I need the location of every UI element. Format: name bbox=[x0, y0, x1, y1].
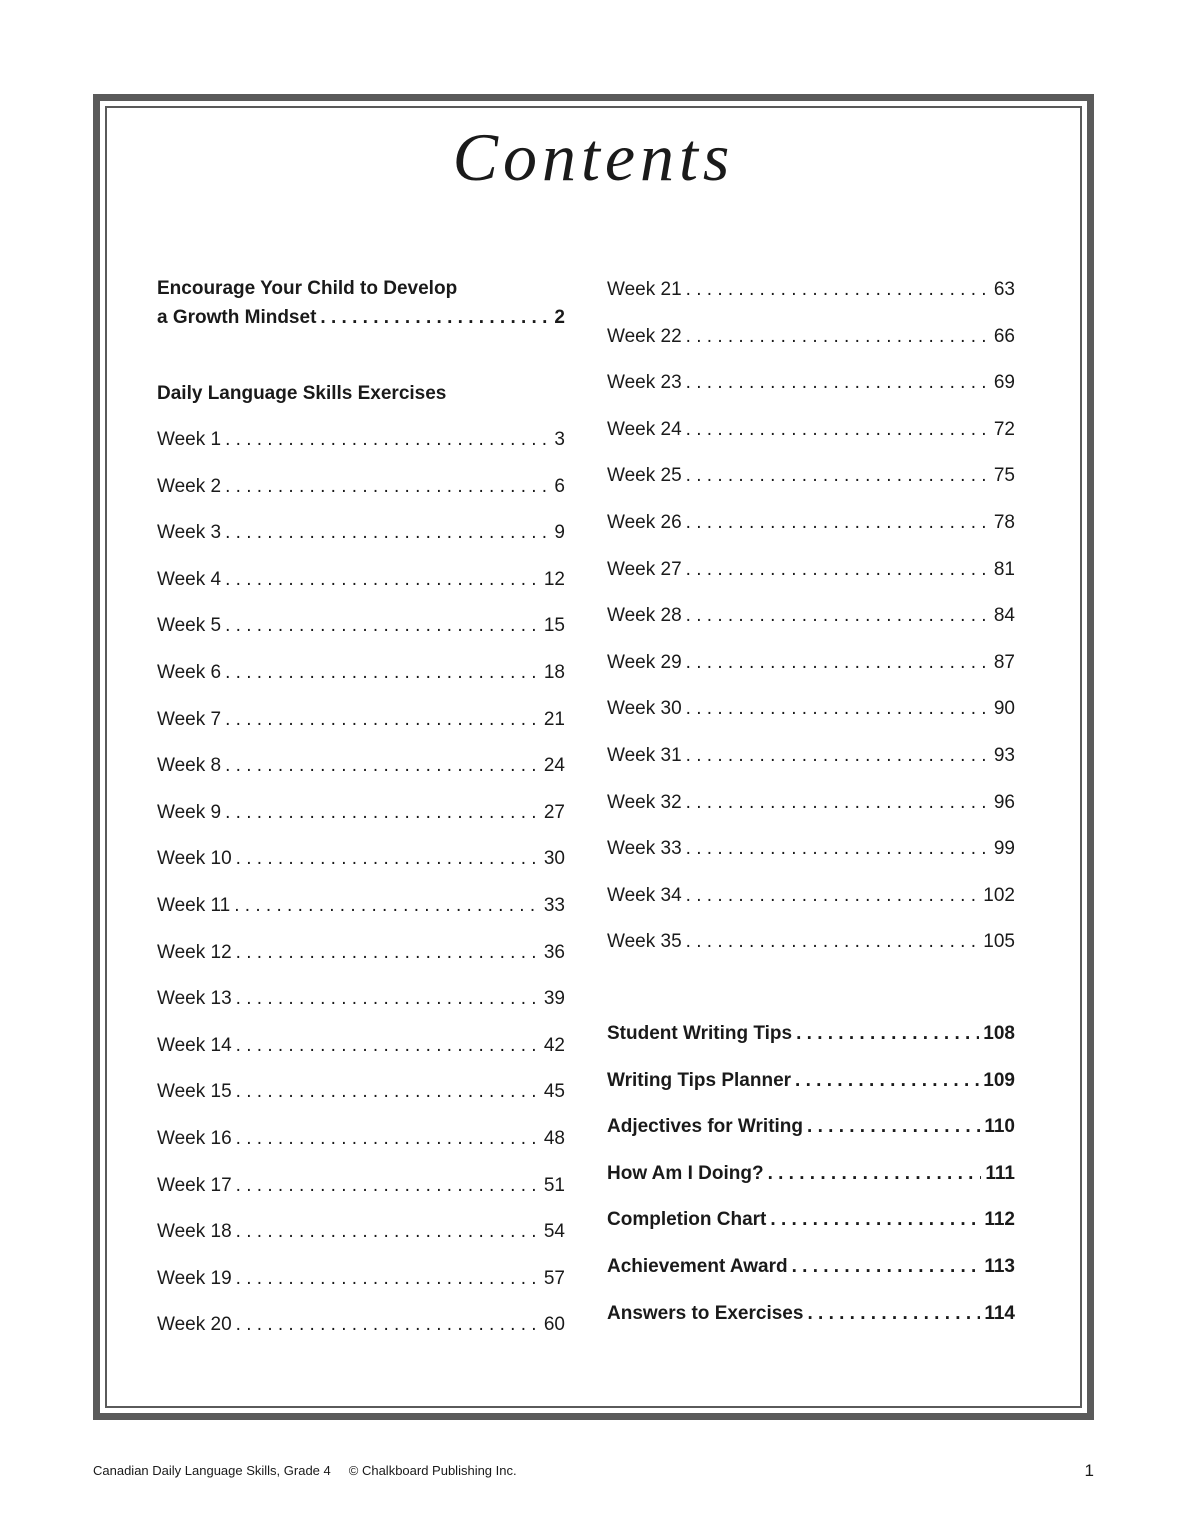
toc-entry-page: 60 bbox=[543, 1314, 565, 1336]
leader-dots bbox=[686, 464, 990, 488]
toc-entry-label: Week 6 bbox=[157, 662, 222, 683]
toc-entry[interactable] bbox=[607, 1162, 1015, 1186]
leader-dots bbox=[807, 1115, 980, 1139]
toc-entry-label: Week 3 bbox=[157, 522, 222, 544]
toc-entry-growth-mindset[interactable] bbox=[157, 306, 565, 330]
toc-entry[interactable] bbox=[157, 1220, 565, 1244]
leader-dots bbox=[686, 744, 990, 768]
toc-entry-page: 3 bbox=[554, 429, 565, 450]
toc-entry-page: 48 bbox=[543, 1128, 565, 1149]
leader-dots bbox=[686, 697, 990, 721]
toc-entry-page: 45 bbox=[543, 1081, 565, 1103]
leader-dots bbox=[236, 847, 540, 871]
leader-dots bbox=[225, 428, 550, 452]
toc-entry[interactable] bbox=[157, 1034, 565, 1058]
leader-dots bbox=[686, 884, 980, 908]
leader-dots bbox=[236, 1127, 540, 1151]
toc-entry-label: Answers to Exercises bbox=[607, 1302, 804, 1324]
toc-entry-label: Week 27 bbox=[607, 558, 682, 580]
toc-entry-page: 33 bbox=[543, 895, 565, 916]
leader-dots bbox=[807, 1302, 980, 1326]
toc-entry-label: Student Writing Tips bbox=[607, 1023, 793, 1044]
leader-dots bbox=[770, 1208, 980, 1232]
leader-dots bbox=[236, 1174, 540, 1198]
toc-entry-label: Week 20 bbox=[157, 1314, 232, 1336]
toc-entry-label: Week 29 bbox=[607, 651, 682, 673]
toc-entry[interactable] bbox=[157, 1174, 565, 1198]
leader-dots bbox=[686, 604, 990, 628]
toc-entry-page: 12 bbox=[543, 568, 565, 590]
leader-dots bbox=[686, 791, 990, 815]
leader-dots bbox=[686, 558, 990, 582]
leader-dots bbox=[686, 278, 990, 302]
toc-entry[interactable] bbox=[607, 604, 1015, 628]
toc-entry[interactable] bbox=[607, 278, 1015, 302]
page-title: Contents bbox=[452, 119, 735, 195]
toc-entry-page: 15 bbox=[543, 615, 565, 637]
toc-entry-page: 6 bbox=[554, 475, 565, 497]
toc-entry[interactable] bbox=[607, 1069, 1015, 1093]
toc-entry-page: 9 bbox=[554, 522, 565, 544]
leader-dots bbox=[236, 987, 540, 1011]
leader-dots bbox=[225, 801, 540, 825]
toc-entry[interactable] bbox=[607, 418, 1015, 442]
toc-entry-page: 78 bbox=[993, 512, 1015, 533]
leader-dots bbox=[236, 1313, 540, 1337]
toc-entry[interactable] bbox=[607, 511, 1015, 535]
toc-entry-label: Week 18 bbox=[157, 1221, 232, 1243]
toc-entry-page: 72 bbox=[993, 418, 1015, 440]
toc-entry-label: Week 33 bbox=[607, 838, 682, 860]
leader-dots bbox=[236, 1034, 540, 1058]
toc-entry-label: Week 8 bbox=[157, 755, 222, 777]
toc-entry-label: Completion Chart bbox=[607, 1209, 767, 1231]
toc-entry-page: 36 bbox=[543, 941, 565, 963]
leader-dots bbox=[236, 1080, 540, 1104]
toc-entry[interactable] bbox=[157, 801, 565, 825]
toc-entry-page: 110 bbox=[984, 1116, 1015, 1138]
footer-credits bbox=[93, 1463, 517, 1478]
toc-entry[interactable] bbox=[607, 930, 1015, 954]
leader-dots bbox=[225, 754, 540, 778]
leader-dots bbox=[686, 325, 990, 349]
toc-entry-label: Week 19 bbox=[157, 1267, 232, 1289]
toc-entry-label: Week 25 bbox=[607, 465, 682, 487]
toc-entry-label: Week 13 bbox=[157, 988, 232, 1010]
toc-entry[interactable] bbox=[157, 847, 565, 871]
toc-entry-page: 108 bbox=[983, 1023, 1015, 1044]
toc-entry-label: Week 5 bbox=[157, 615, 222, 637]
leader-dots bbox=[225, 661, 540, 685]
toc-entry-label: Week 22 bbox=[607, 325, 682, 347]
toc-entry-label: Week 24 bbox=[607, 418, 682, 440]
toc-entry[interactable] bbox=[157, 568, 565, 592]
toc-entry-page: 51 bbox=[543, 1174, 565, 1196]
toc-entry-page: 27 bbox=[543, 801, 565, 823]
toc-entry[interactable] bbox=[607, 884, 1015, 908]
leader-dots bbox=[225, 521, 550, 545]
leader-dots bbox=[225, 475, 550, 499]
toc-entry-label: Week 26 bbox=[607, 512, 682, 533]
toc-entry-label: Week 10 bbox=[157, 848, 232, 870]
toc-entry-page: 96 bbox=[993, 791, 1015, 813]
toc-entry-label: Week 21 bbox=[607, 279, 682, 300]
toc-entry[interactable] bbox=[157, 1267, 565, 1291]
leader-dots bbox=[320, 306, 550, 330]
toc-entry[interactable] bbox=[607, 558, 1015, 582]
toc-entry-label: Week 28 bbox=[607, 605, 682, 627]
toc-entry-label: How Am I Doing? bbox=[607, 1162, 764, 1184]
toc-entry-page: 75 bbox=[993, 465, 1015, 487]
toc-entry-page: 81 bbox=[993, 558, 1015, 580]
leader-dots bbox=[686, 511, 990, 535]
toc-entry[interactable] bbox=[607, 697, 1015, 721]
toc-entry-label: Achievement Award bbox=[607, 1256, 788, 1277]
leader-dots bbox=[686, 371, 990, 395]
toc-entry-page: 2 bbox=[554, 307, 565, 328]
toc-entry-page: 18 bbox=[543, 662, 565, 683]
toc-entry[interactable] bbox=[157, 1080, 565, 1104]
toc-entry-page: 84 bbox=[993, 605, 1015, 627]
leader-dots bbox=[686, 418, 990, 442]
toc-entry-page: 21 bbox=[543, 708, 565, 730]
leader-dots bbox=[234, 894, 540, 918]
leader-dots bbox=[686, 837, 990, 861]
toc-entry-page: 99 bbox=[993, 838, 1015, 860]
toc-entry-page: 105 bbox=[983, 931, 1015, 953]
leader-dots bbox=[686, 930, 980, 954]
toc-entry-label: Week 7 bbox=[157, 708, 222, 730]
toc-entry[interactable] bbox=[607, 744, 1015, 768]
toc-entry-label: a Growth Mindset bbox=[157, 307, 317, 328]
toc-entry-label: Week 11 bbox=[157, 895, 231, 916]
toc-entry-page: 24 bbox=[543, 755, 565, 777]
toc-entry-label: Week 14 bbox=[157, 1034, 232, 1056]
toc-entry-label: Week 15 bbox=[157, 1081, 232, 1103]
toc-entry[interactable] bbox=[607, 1115, 1015, 1139]
toc-entry[interactable] bbox=[607, 1208, 1015, 1232]
section-heading: Daily Language Skills Exercises bbox=[157, 383, 447, 404]
leader-dots bbox=[796, 1022, 979, 1046]
toc-entry[interactable] bbox=[607, 1255, 1015, 1279]
toc-entry-label: Week 32 bbox=[607, 791, 682, 813]
toc-entry-label: Week 12 bbox=[157, 941, 232, 963]
leader-dots bbox=[225, 568, 540, 592]
toc-entry-page: 112 bbox=[984, 1209, 1015, 1231]
leader-dots bbox=[236, 941, 540, 965]
toc-entry[interactable] bbox=[607, 1302, 1015, 1326]
leader-dots bbox=[225, 614, 540, 638]
toc-entry[interactable] bbox=[157, 1313, 565, 1337]
toc-entry[interactable] bbox=[157, 941, 565, 965]
toc-entry-label: Writing Tips Planner bbox=[607, 1069, 792, 1091]
leader-dots bbox=[236, 1267, 540, 1291]
toc-entry-page: 113 bbox=[984, 1256, 1015, 1277]
footer-copyright: © Chalkboard Publishing Inc. bbox=[348, 1463, 517, 1478]
leader-dots bbox=[686, 651, 990, 675]
toc-entry-label: Adjectives for Writing bbox=[607, 1116, 804, 1138]
intro-heading-line1: Encourage Your Child to Develop bbox=[157, 278, 458, 299]
toc-entry-page: 42 bbox=[543, 1034, 565, 1056]
toc-entry-page: 93 bbox=[993, 745, 1015, 766]
toc-entry-page: 114 bbox=[984, 1302, 1015, 1324]
toc-entry-page: 69 bbox=[993, 372, 1015, 394]
toc-entry[interactable] bbox=[607, 371, 1015, 395]
toc-entry[interactable] bbox=[157, 1127, 565, 1151]
toc-entry-page: 102 bbox=[983, 884, 1015, 906]
toc-entry-page: 54 bbox=[543, 1221, 565, 1243]
toc-entry[interactable] bbox=[607, 791, 1015, 815]
toc-entry[interactable] bbox=[607, 325, 1015, 349]
toc-entry[interactable] bbox=[157, 521, 565, 545]
leader-dots bbox=[225, 708, 540, 732]
toc-entry-page: 111 bbox=[985, 1162, 1015, 1184]
toc-entry[interactable] bbox=[157, 754, 565, 778]
toc-entry[interactable] bbox=[607, 837, 1015, 861]
toc-entry-page: 30 bbox=[543, 848, 565, 870]
toc-entry-label: Week 1 bbox=[157, 429, 222, 450]
toc-entry-page: 90 bbox=[993, 698, 1015, 720]
toc-entry[interactable] bbox=[607, 1022, 1015, 1046]
toc-entry-label: Week 9 bbox=[157, 801, 222, 823]
toc-entry-label: Week 17 bbox=[157, 1174, 232, 1196]
toc-entry-page: 57 bbox=[543, 1267, 565, 1289]
toc-entry[interactable] bbox=[607, 651, 1015, 675]
leader-dots bbox=[795, 1069, 979, 1093]
footer-book-title: Canadian Daily Language Skills, Grade 4 bbox=[93, 1463, 331, 1478]
toc-entry[interactable] bbox=[157, 475, 565, 499]
leader-dots bbox=[768, 1162, 982, 1186]
leader-dots bbox=[236, 1220, 540, 1244]
toc-entry[interactable] bbox=[157, 614, 565, 638]
toc-entry-label: Week 31 bbox=[607, 745, 682, 766]
toc-entry-page: 109 bbox=[983, 1069, 1015, 1091]
toc-entry[interactable] bbox=[157, 428, 565, 452]
toc-entry[interactable] bbox=[157, 708, 565, 732]
toc-entry-page: 39 bbox=[543, 988, 565, 1010]
toc-entry-label: Week 34 bbox=[607, 884, 682, 906]
toc-entry-label: Week 23 bbox=[607, 372, 682, 394]
footer-page-number: 1 bbox=[1084, 1461, 1094, 1480]
leader-dots bbox=[792, 1255, 981, 1279]
toc-entry[interactable] bbox=[157, 987, 565, 1011]
toc-entry-label: Week 30 bbox=[607, 698, 682, 720]
toc-entry-page: 87 bbox=[993, 651, 1015, 673]
toc-entry-label: Week 4 bbox=[157, 568, 222, 590]
toc-entry-page: 63 bbox=[993, 279, 1015, 300]
toc-entry-label: Week 2 bbox=[157, 475, 222, 497]
toc-entry[interactable] bbox=[157, 894, 565, 918]
toc-entry-label: Week 35 bbox=[607, 931, 682, 953]
toc-entry-page: 66 bbox=[993, 325, 1015, 347]
toc-entry[interactable] bbox=[607, 464, 1015, 488]
toc-entry[interactable] bbox=[157, 661, 565, 685]
toc-entry-label: Week 16 bbox=[157, 1128, 232, 1149]
